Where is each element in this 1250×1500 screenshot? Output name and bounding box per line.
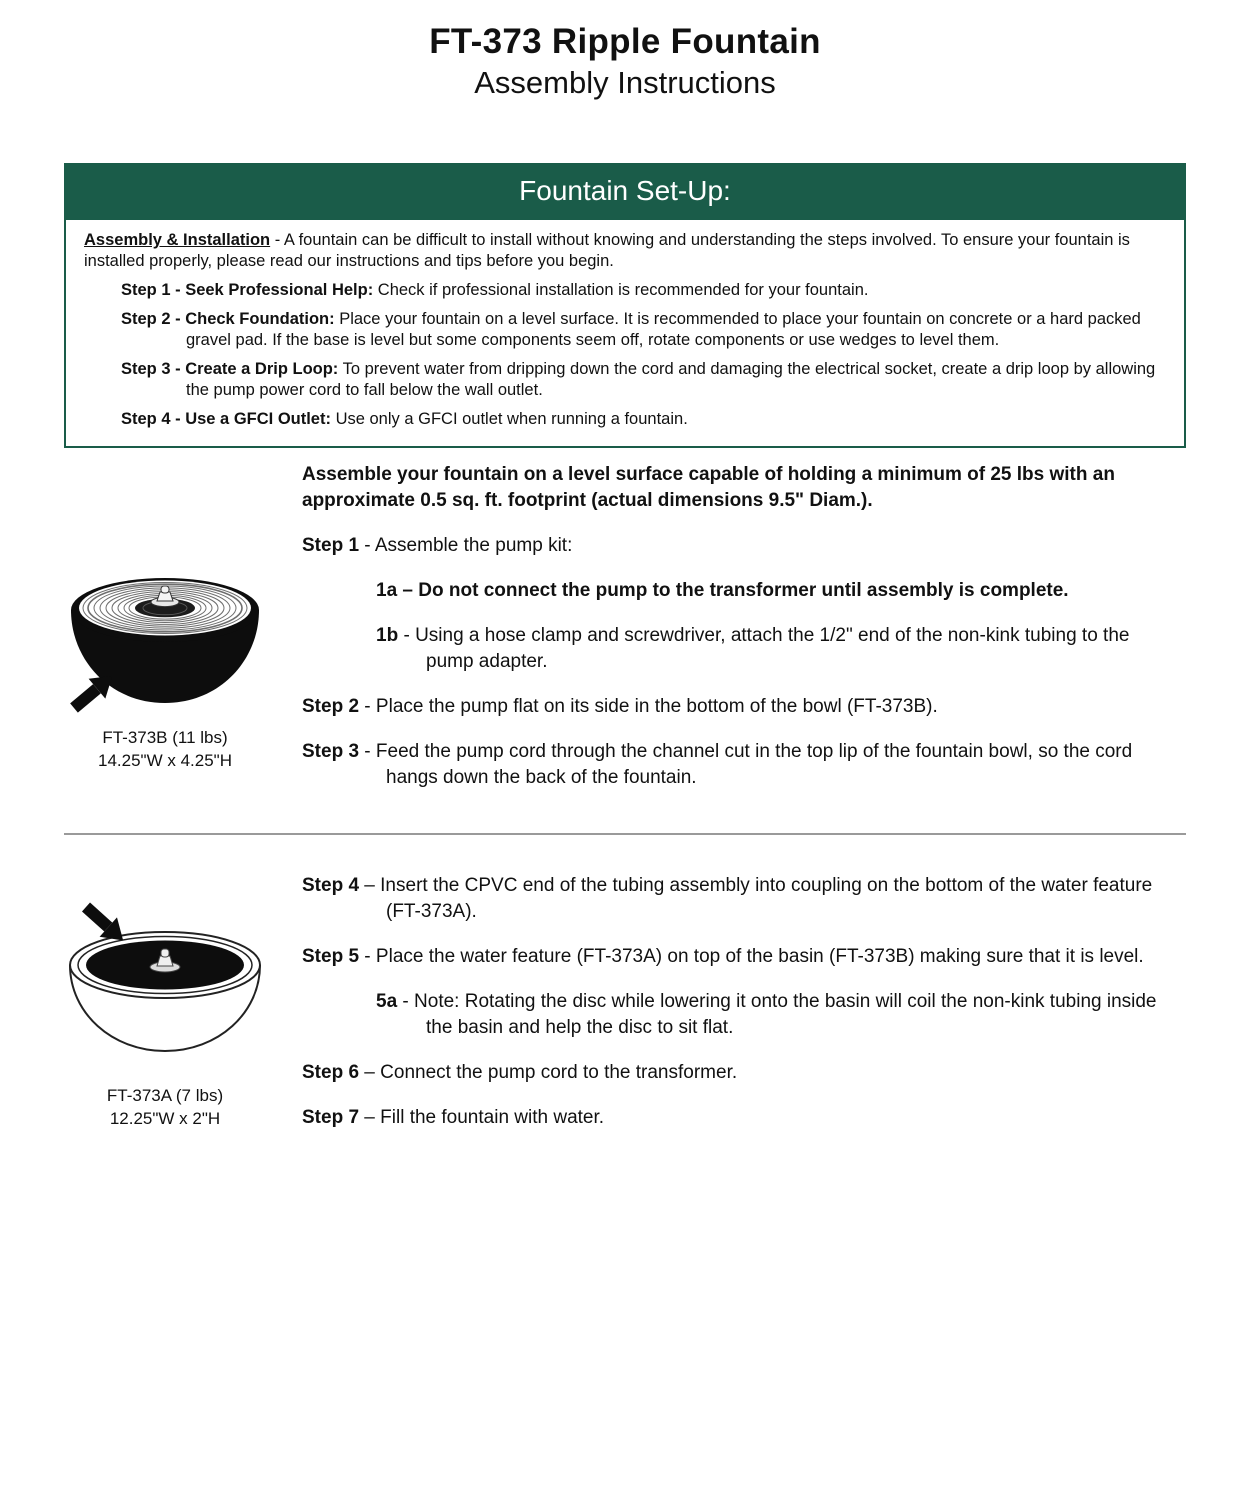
fountain-setup-section: [64, 163, 1186, 448]
setup-step-2: [84, 309, 1164, 351]
step-label: Step 3: [302, 741, 360, 762]
setup-step-title: Use a GFCI Outlet:: [185, 410, 331, 428]
step-text: Connect the pump cord to the transformer.: [380, 1062, 738, 1083]
basin-figure: [40, 462, 290, 791]
step-5a-instruction: [376, 989, 1164, 1041]
setup-step-label: Step 2 -: [121, 310, 181, 328]
assembly-installation-intro: [84, 230, 1164, 272]
assembly-instructions-main: [40, 462, 1186, 1131]
step-4-instruction: [302, 873, 1164, 925]
section-divider: [64, 833, 1186, 835]
step-label: 1a: [376, 580, 398, 601]
step-1-instruction: [302, 533, 1164, 559]
setup-step-title: Create a Drip Loop:: [185, 360, 339, 378]
assembly-lead-note: Assemble your fountain on a level surface capable of holding a minimum of 25 lbs with an approximate 0.5 sq. ft. footprint (actual dimensions 9.5" Diam.).: [302, 464, 1115, 511]
basin-caption: [40, 726, 290, 772]
setup-step-text: Use only a GFCI outlet when running a fountain.: [330, 410, 688, 428]
basin-model-label: FT-373B (11 lbs): [102, 728, 228, 747]
step-dash: -: [398, 625, 416, 646]
setup-step-label: Step 4 -: [121, 410, 181, 428]
step-6-instruction: [302, 1060, 1164, 1086]
feature-dimensions-label: 12.25"W x 2"H: [109, 1109, 221, 1128]
feature-model-label: FT-373A (7 lbs): [106, 1086, 224, 1105]
step-label: 1b: [376, 625, 399, 646]
step-dash: –: [359, 1062, 381, 1083]
intro-label: Assembly & Installation: [84, 231, 271, 249]
page-title: FT-373 Ripple Fountain: [429, 22, 821, 61]
step-5-instruction: [302, 944, 1164, 970]
step-text: Assemble the pump kit:: [374, 535, 573, 556]
setup-step-3: [84, 359, 1164, 401]
intro-text: A fountain can be difficult to install without knowing and understanding the steps involved. To ensure your fountain is installed properly, please read our instructions and tips before you begin.: [84, 231, 1130, 270]
step-1b-instruction: [376, 623, 1164, 675]
steps-column-1: [302, 462, 1164, 791]
document-header: [0, 0, 1250, 101]
step-text: Place the pump flat on its side in the bottom of the bowl (FT-373B).: [375, 696, 938, 717]
setup-step-title: Seek Professional Help:: [185, 281, 374, 299]
step-dash: -: [359, 946, 376, 967]
setup-step-1: [84, 280, 1164, 301]
step-dash: –: [397, 580, 419, 601]
step-text: Do not connect the pump to the transformer until assembly is complete.: [418, 580, 1069, 601]
step-text: Note: Rotating the disc while lowering it onto the basin will coil the non-kink tubing inside the basin and help the disc to sit flat.: [414, 991, 1157, 1038]
step-label: 5a: [376, 991, 398, 1012]
step-label: Step 4: [302, 875, 360, 896]
step-2-instruction: [302, 694, 1164, 720]
step-dash: -: [359, 535, 375, 556]
step-label: Step 6: [302, 1062, 360, 1083]
page-subtitle: Assembly Instructions: [474, 65, 776, 100]
setup-step-label: Step 3 -: [121, 360, 181, 378]
step-dash: -: [359, 741, 376, 762]
step-text: Fill the fountain with water.: [380, 1107, 605, 1128]
setup-step-4: [84, 409, 1164, 430]
step-text: Using a hose clamp and screwdriver, attach the 1/2" end of the non-kink tubing to the pump adapter.: [415, 625, 1130, 672]
step-dash: –: [359, 875, 381, 896]
step-text: Place the water feature (FT-373A) on top of the basin (FT-373B) making sure that it is level.: [375, 946, 1144, 967]
step-label: Step 5: [302, 946, 360, 967]
basin-dimensions-label: 14.25"W x 4.25"H: [98, 751, 232, 770]
setup-step-text: Place your fountain on a level surface. It is recommended to place your fountain on concrete or a hard packed gravel pad. If the base is level but some components seem off, rotate components or use wedges to level them.: [186, 310, 1141, 349]
step-3-instruction: [302, 739, 1164, 791]
step-label: Step 2: [302, 696, 360, 717]
assembly-row-1: [40, 462, 1186, 791]
intro-separator: -: [270, 231, 284, 249]
step-dash: –: [359, 1107, 381, 1128]
steps-column-2: [302, 873, 1164, 1131]
setup-step-text: To prevent water from dripping down the cord and damaging the electrical socket, create a drip loop by allowing the pump power cord to fall below the wall outlet.: [186, 360, 1156, 399]
basin-illustration: [60, 558, 270, 713]
step-label: Step 7: [302, 1107, 360, 1128]
step-7-instruction: [302, 1105, 1164, 1131]
setup-step-text: Check if professional installation is recommended for your fountain.: [373, 281, 869, 299]
step-label: Step 1: [302, 535, 360, 556]
setup-section-title: Fountain Set-Up:: [66, 165, 1184, 220]
setup-section-body: [66, 220, 1184, 446]
setup-step-title: Check Foundation:: [185, 310, 335, 328]
assembly-row-2: [40, 873, 1186, 1131]
step-text: Feed the pump cord through the channel cut in the top lip of the fountain bowl, so the cord hangs down the back of the fountain.: [375, 741, 1133, 788]
step-dash: -: [397, 991, 415, 1012]
step-1a-instruction: [376, 578, 1164, 604]
water-feature-figure: [40, 873, 290, 1131]
step-text: Insert the CPVC end of the tubing assembly into coupling on the bottom of the water feature (FT-373A).: [380, 875, 1153, 922]
water-feature-illustration: [60, 899, 270, 1071]
water-feature-caption: [40, 1084, 290, 1130]
step-dash: -: [359, 696, 376, 717]
setup-step-label: Step 1 -: [121, 281, 181, 299]
